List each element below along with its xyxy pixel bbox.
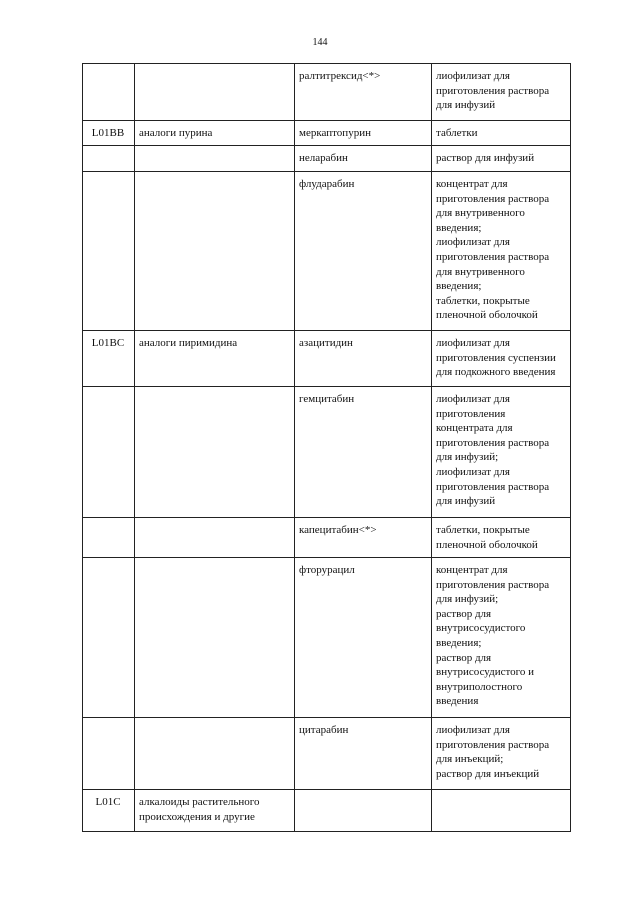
atc-code-cell: L01C <box>83 790 135 832</box>
dosage-form-cell: концентрат для приготовления раствора для инфузий; раствор для внутрисосудистого введения; раствор для внутрисосудистого и внутриполостного введения <box>432 558 571 718</box>
table-row <box>83 790 571 832</box>
dosage-form-cell: лиофилизат для приготовления концентрата для приготовления раствора для инфузий; лиофилизат для приготовления раствора для инфузий <box>432 387 571 518</box>
group-cell: аналоги пурина <box>135 121 295 146</box>
atc-code-cell: L01BB <box>83 121 135 146</box>
group-cell <box>135 64 295 121</box>
group-cell: аналоги пиримидина <box>135 331 295 387</box>
table-row <box>83 718 571 790</box>
dosage-form-cell: таблетки <box>432 121 571 146</box>
table-row <box>83 331 571 387</box>
drug-name-cell: меркаптопурин <box>295 121 432 146</box>
group-cell: алкалоиды растительного происхождения и другие <box>135 790 295 832</box>
atc-code-cell <box>83 387 135 518</box>
table-row <box>83 387 571 518</box>
dosage-form-cell: лиофилизат для приготовления раствора для инфузий <box>432 64 571 121</box>
table-row <box>83 146 571 172</box>
table-row <box>83 558 571 718</box>
drug-name-cell: ралтитрексид<*> <box>295 64 432 121</box>
table-row <box>83 64 571 121</box>
atc-code-cell: L01BC <box>83 331 135 387</box>
drug-name-cell: капецитабин<*> <box>295 518 432 558</box>
drug-table <box>82 63 571 832</box>
drug-name-cell: неларабин <box>295 146 432 172</box>
atc-code-cell <box>83 518 135 558</box>
drug-name-cell: фторурацил <box>295 558 432 718</box>
table-row <box>83 121 571 146</box>
atc-code-cell <box>83 558 135 718</box>
drug-name-cell: азацитидин <box>295 331 432 387</box>
dosage-form-cell <box>432 790 571 832</box>
group-cell <box>135 718 295 790</box>
drug-name-cell: цитарабин <box>295 718 432 790</box>
drug-name-cell <box>295 790 432 832</box>
dosage-form-cell: концентрат для приготовления раствора для внутривенного введения; лиофилизат для приготовления раствора для внутривенного введения; таблетки, покрытые пленочной оболочкой <box>432 172 571 331</box>
atc-code-cell <box>83 172 135 331</box>
dosage-form-cell: лиофилизат для приготовления раствора для инъекций; раствор для инъекций <box>432 718 571 790</box>
group-cell <box>135 172 295 331</box>
atc-code-cell <box>83 146 135 172</box>
drug-name-cell: флударабин <box>295 172 432 331</box>
dosage-form-cell: лиофилизат для приготовления суспензии для подкожного введения <box>432 331 571 387</box>
atc-code-cell <box>83 718 135 790</box>
page-number: 144 <box>312 37 328 48</box>
group-cell <box>135 387 295 518</box>
dosage-form-cell: раствор для инфузий <box>432 146 571 172</box>
dosage-form-cell: таблетки, покрытые пленочной оболочкой <box>432 518 571 558</box>
group-cell <box>135 146 295 172</box>
table-row <box>83 518 571 558</box>
group-cell <box>135 558 295 718</box>
atc-code-cell <box>83 64 135 121</box>
table-row <box>83 172 571 331</box>
drug-name-cell: гемцитабин <box>295 387 432 518</box>
group-cell <box>135 518 295 558</box>
